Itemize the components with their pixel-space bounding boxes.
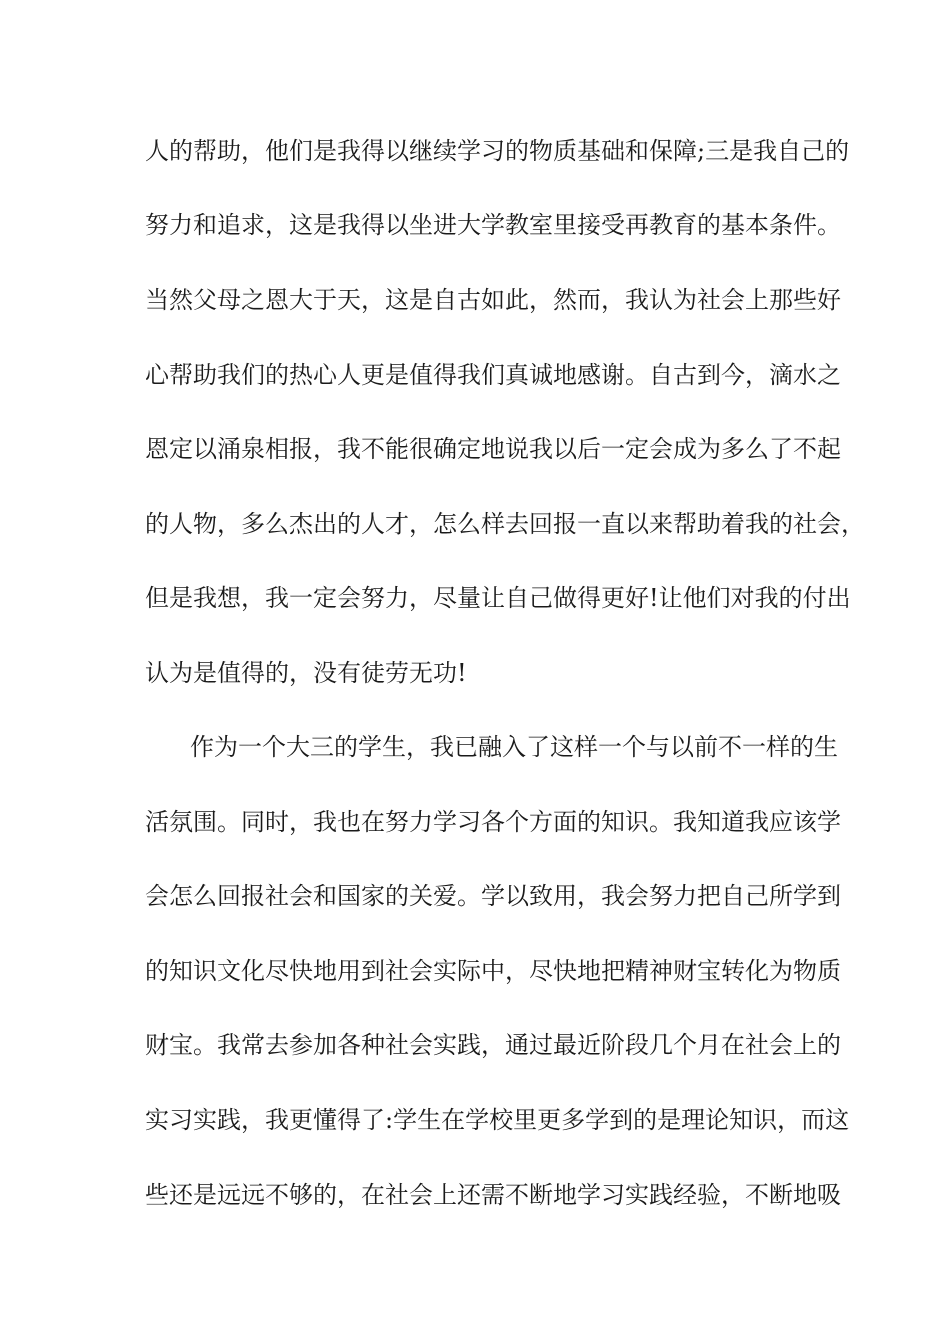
text-line: 活氛围。同时，我也在努力学习各个方面的知识。我知道我应该学 [145, 808, 841, 836]
text-line: 心帮助我们的热心人更是值得我们真诚地感谢。自古到今，滴水之 [145, 361, 841, 389]
text-line: 恩定以涌泉相报，我不能很确定地说我以后一定会成为多么了不起 [145, 435, 841, 463]
text-line: 当然父母之恩大于天，这是自古如此，然而，我认为社会上那些好 [145, 286, 841, 314]
paragraph-first-line: 作为一个大三的学生，我已融入了这样一个与以前不一样的生 [190, 733, 838, 761]
text-line: 些还是远远不够的，在社会上还需不断地学习实践经验，不断地吸 [145, 1181, 841, 1209]
text-line: 但是我想，我一定会努力，尽量让自己做得更好!让他们对我的付出 [145, 584, 851, 612]
text-line: 的人物，多么杰出的人才，怎么样去回报一直以来帮助着我的社会， [145, 510, 865, 538]
text-line: 会怎么回报社会和国家的关爱。学以致用，我会努力把自己所学到 [145, 882, 841, 910]
text-line: 实习实践，我更懂得了:学生在学校里更多学到的是理论知识，而这 [145, 1106, 850, 1134]
text-line: 人的帮助，他们是我得以继续学习的物质基础和保障;三是我自己的 [145, 137, 850, 165]
text-line: 努力和追求，这是我得以坐进大学教室里接受再教育的基本条件。 [145, 211, 841, 239]
text-line: 认为是值得的，没有徒劳无功! [145, 659, 467, 687]
text-line: 财宝。我常去参加各种社会实践，通过最近阶段几个月在社会上的 [145, 1031, 841, 1059]
text-line: 的知识文化尽快地用到社会实际中，尽快地把精神财宝转化为物质 [145, 957, 841, 985]
